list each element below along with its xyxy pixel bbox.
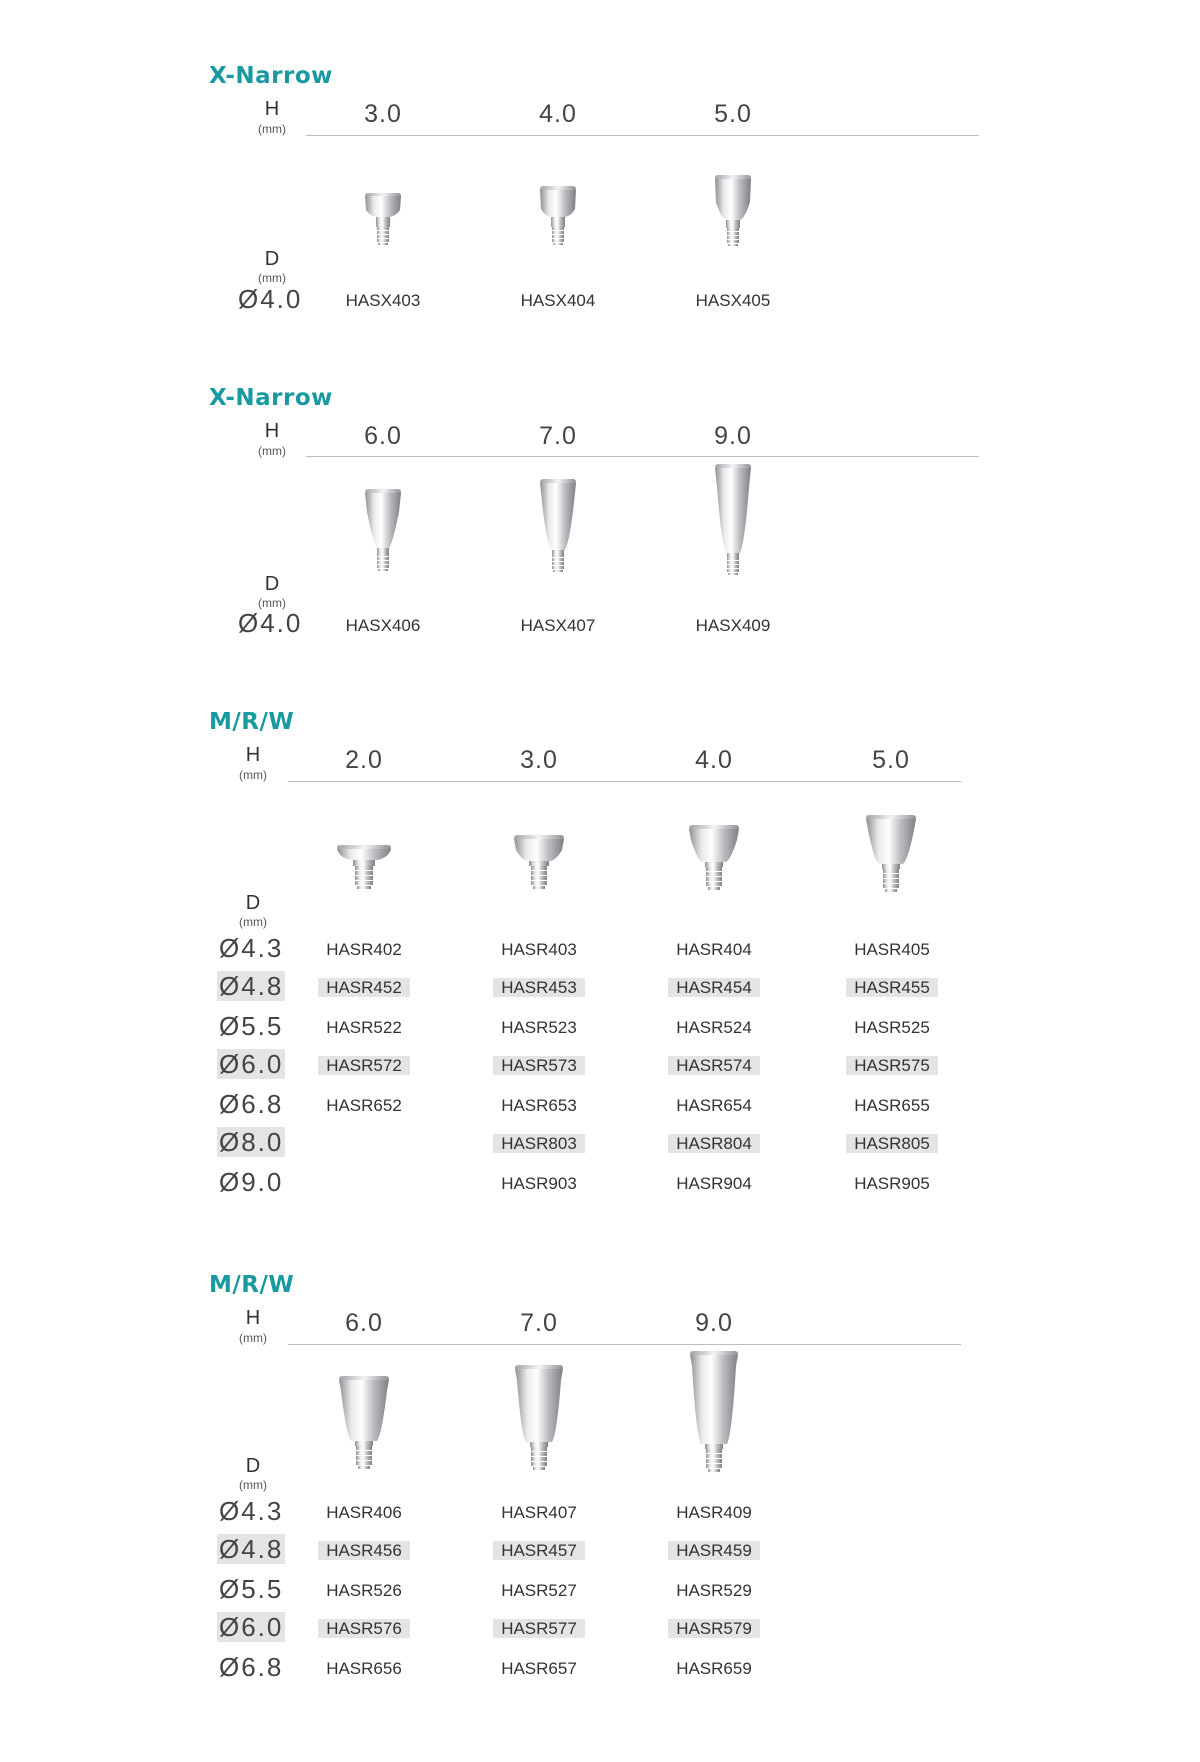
height-value: 7.0 xyxy=(520,1309,558,1337)
abutment-image xyxy=(684,1348,744,1488)
product-code: HASR803 xyxy=(479,1133,599,1155)
product-code: HASR654 xyxy=(676,1096,752,1115)
diameter-value: Ø4.8 xyxy=(219,1534,284,1564)
diameter-value: Ø6.0 xyxy=(219,1612,284,1642)
abutment-image xyxy=(334,1373,394,1488)
product-code: HASR402 xyxy=(326,940,402,959)
diameter-value: Ø9.0 xyxy=(219,1167,284,1197)
abutment-image xyxy=(355,190,411,270)
diameter-value: Ø4.3 xyxy=(219,1496,284,1526)
product-code: HASR574 xyxy=(654,1055,774,1077)
height-value: 9.0 xyxy=(714,422,752,450)
diameter-label: D xyxy=(245,1455,261,1477)
product-code: HASR455 xyxy=(832,977,952,999)
height-value: 7.0 xyxy=(539,422,577,450)
diameter-value: Ø6.8 xyxy=(219,1089,284,1119)
product-code: HASR804 xyxy=(654,1133,774,1155)
product-code: HASX407 xyxy=(520,616,596,635)
height-label: H xyxy=(245,744,261,766)
product-code: HASX404 xyxy=(520,291,596,310)
height-value: 4.0 xyxy=(539,100,577,128)
abutment-image xyxy=(355,486,411,586)
height-value: 5.0 xyxy=(872,746,910,774)
height-value: 9.0 xyxy=(695,1309,733,1337)
product-code: HASR652 xyxy=(326,1096,402,1115)
product-code: HASR526 xyxy=(326,1581,402,1600)
abutment-image xyxy=(334,843,394,915)
product-code: HASR522 xyxy=(326,1018,402,1037)
header-rule xyxy=(306,135,979,136)
height-value: 6.0 xyxy=(345,1309,383,1337)
product-code: HASR575 xyxy=(832,1055,952,1077)
product-code: HASR579 xyxy=(654,1618,774,1640)
diameter-unit: (mm) xyxy=(258,271,286,285)
abutment-image xyxy=(861,812,921,918)
product-code: HASR405 xyxy=(854,940,930,959)
product-code: HASR404 xyxy=(676,940,752,959)
product-code: HASR904 xyxy=(676,1174,752,1193)
product-code: HASX406 xyxy=(345,616,421,635)
product-code: HASR527 xyxy=(501,1581,577,1600)
product-code: HASR905 xyxy=(854,1174,930,1193)
product-code: HASR903 xyxy=(501,1174,577,1193)
product-code: HASR577 xyxy=(479,1618,599,1640)
diameter-label: D xyxy=(245,892,261,914)
abutment-image xyxy=(705,172,761,272)
abutment-image xyxy=(684,822,744,918)
product-code: HASR453 xyxy=(479,977,599,999)
product-code: HASR409 xyxy=(676,1503,752,1522)
product-code: HASR459 xyxy=(654,1540,774,1562)
product-code: HASR406 xyxy=(326,1503,402,1522)
product-code: HASR456 xyxy=(304,1540,424,1562)
height-value: 6.0 xyxy=(364,422,402,450)
height-label: H xyxy=(245,1307,261,1329)
diameter-value: Ø5.5 xyxy=(219,1011,284,1041)
product-code: HASR457 xyxy=(479,1540,599,1562)
diameter-value: Ø6.0 xyxy=(219,1049,284,1079)
diameter-unit: (mm) xyxy=(239,1478,267,1492)
diameter-label: D xyxy=(264,573,280,595)
abutment-image xyxy=(509,1362,569,1488)
height-value: 2.0 xyxy=(345,746,383,774)
height-value: 3.0 xyxy=(364,100,402,128)
height-value: 5.0 xyxy=(714,100,752,128)
product-code: HASR407 xyxy=(501,1503,577,1522)
height-value: 3.0 xyxy=(520,746,558,774)
section-title: X-Narrow xyxy=(209,385,333,411)
product-code: HASR403 xyxy=(501,940,577,959)
product-code: HASR573 xyxy=(479,1055,599,1077)
product-code: HASR525 xyxy=(854,1018,930,1037)
header-rule xyxy=(288,781,961,782)
diameter-value: Ø4.3 xyxy=(219,933,284,963)
header-rule xyxy=(288,1344,961,1345)
diameter-value: Ø4.0 xyxy=(238,608,303,638)
diameter-unit: (mm) xyxy=(239,915,267,929)
product-code: HASR523 xyxy=(501,1018,577,1037)
diameter-value: Ø8.0 xyxy=(219,1127,284,1157)
product-code: HASX405 xyxy=(695,291,771,310)
abutment-image xyxy=(530,476,586,586)
height-label: H xyxy=(264,420,280,442)
abutment-image xyxy=(705,461,761,591)
diameter-value: Ø4.0 xyxy=(238,284,303,314)
abutment-image xyxy=(530,183,586,273)
diameter-value: Ø4.8 xyxy=(219,971,284,1001)
height-unit: (mm) xyxy=(239,1331,267,1345)
product-code: HASR454 xyxy=(654,977,774,999)
height-value: 4.0 xyxy=(695,746,733,774)
product-code: HASR529 xyxy=(676,1581,752,1600)
product-code: HASR653 xyxy=(501,1096,577,1115)
product-code: HASR572 xyxy=(304,1055,424,1077)
product-code: HASR657 xyxy=(501,1659,577,1678)
product-code: HASX409 xyxy=(695,616,771,635)
product-code: HASX403 xyxy=(345,291,421,310)
product-code: HASR805 xyxy=(832,1133,952,1155)
diameter-value: Ø6.8 xyxy=(219,1652,284,1682)
product-code: HASR576 xyxy=(304,1618,424,1640)
section-title: M/R/W xyxy=(209,709,295,735)
product-code: HASR524 xyxy=(676,1018,752,1037)
section-title: X-Narrow xyxy=(209,63,333,89)
product-code: HASR655 xyxy=(854,1096,930,1115)
product-code: HASR659 xyxy=(676,1659,752,1678)
header-rule xyxy=(306,456,979,457)
product-code: HASR656 xyxy=(326,1659,402,1678)
diameter-unit: (mm) xyxy=(258,596,286,610)
product-code: HASR452 xyxy=(304,977,424,999)
diameter-label: D xyxy=(264,248,280,270)
height-unit: (mm) xyxy=(239,768,267,782)
height-unit: (mm) xyxy=(258,122,286,136)
abutment-image xyxy=(509,832,569,916)
section-title: M/R/W xyxy=(209,1272,295,1298)
height-label: H xyxy=(264,98,280,120)
diameter-value: Ø5.5 xyxy=(219,1574,284,1604)
height-unit: (mm) xyxy=(258,444,286,458)
